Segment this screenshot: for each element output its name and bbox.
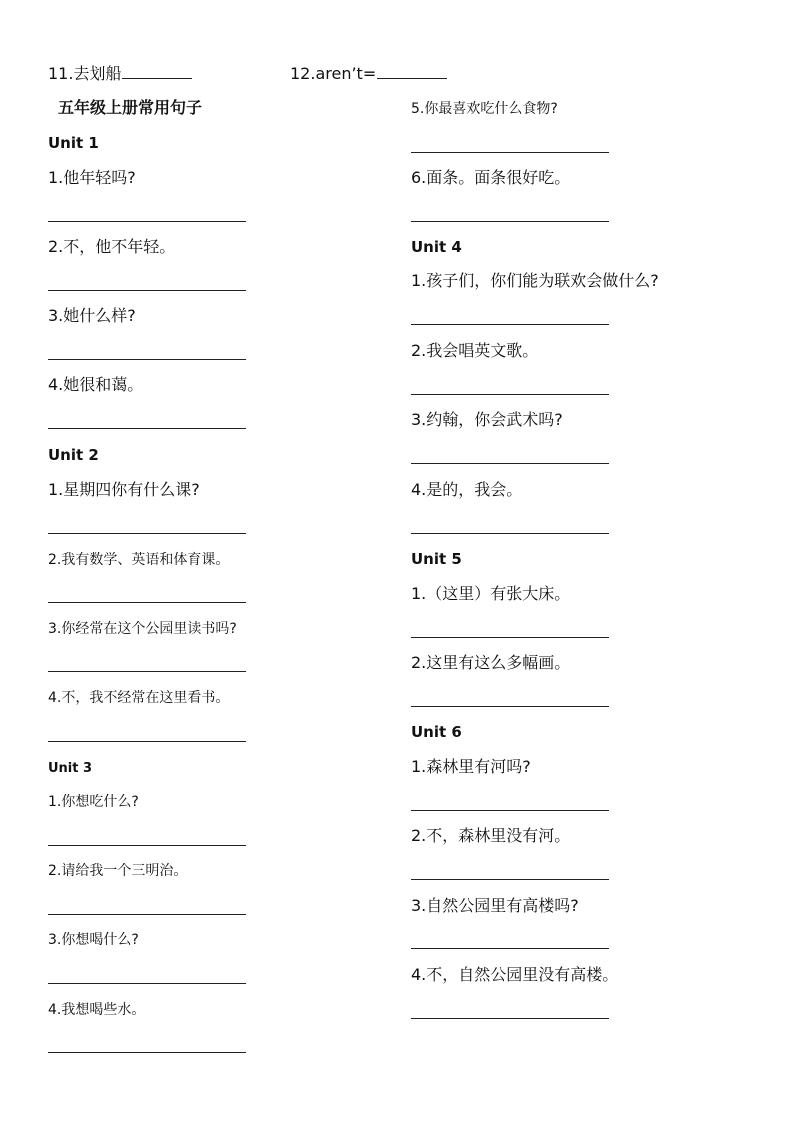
answer-line[interactable] — [411, 533, 609, 534]
answer-line[interactable] — [411, 1018, 609, 1019]
sentence: 6.面条。面条很好吃。 — [411, 168, 571, 187]
sentence: 2.不，森林里没有河。 — [411, 826, 571, 845]
unit-5-heading: Unit 5 — [411, 550, 462, 568]
sentence: 3.她什么样? — [48, 306, 136, 325]
answer-line[interactable] — [48, 983, 246, 984]
answer-line[interactable] — [411, 810, 609, 811]
answer-line[interactable] — [411, 706, 609, 707]
unit-4-heading: Unit 4 — [411, 238, 462, 256]
answer-line[interactable] — [48, 741, 246, 742]
answer-line[interactable] — [48, 1052, 246, 1053]
sentence: 3.约翰，你会武术吗? — [411, 410, 563, 429]
answer-line[interactable] — [48, 221, 246, 222]
answer-line[interactable] — [48, 533, 246, 534]
sentence: 1.孩子们，你们能为联欢会做什么? — [411, 271, 659, 290]
answer-line[interactable] — [411, 152, 609, 153]
sentence: 4.她很和蔼。 — [48, 375, 144, 394]
sentence: 5.你最喜欢吃什么食物? — [411, 101, 558, 117]
sentence: 1.（这里）有张大床。 — [411, 584, 571, 603]
page-title: 五年级上册常用句子 — [58, 98, 203, 117]
sentence: 1.他年轻吗? — [48, 168, 136, 187]
sentence: 1.星期四你有什么课? — [48, 480, 200, 499]
sentence: 2.我会唱英文歌。 — [411, 341, 539, 360]
answer-line[interactable] — [48, 428, 246, 429]
sentence: 3.你想喝什么? — [48, 932, 139, 948]
answer-blank[interactable] — [122, 64, 192, 79]
answer-line[interactable] — [411, 637, 609, 638]
answer-line[interactable] — [48, 359, 246, 360]
unit-3-heading: Unit 3 — [48, 761, 93, 776]
sentence: 2.请给我一个三明治。 — [48, 863, 188, 879]
answer-blank[interactable] — [377, 64, 447, 79]
header-item-11 — [48, 64, 192, 82]
answer-line[interactable] — [48, 845, 246, 846]
sentence: 1.森林里有河吗? — [411, 757, 531, 776]
answer-line[interactable] — [48, 290, 246, 291]
answer-line[interactable] — [48, 914, 246, 915]
answer-line[interactable] — [411, 324, 609, 325]
answer-line[interactable] — [411, 221, 609, 222]
answer-line[interactable] — [48, 671, 246, 672]
unit-6-heading: Unit 6 — [411, 723, 462, 741]
answer-line[interactable] — [411, 879, 609, 880]
answer-line[interactable] — [48, 602, 246, 603]
sentence: 3.你经常在这个公园里读书吗? — [48, 621, 237, 637]
sentence: 2.这里有这么多幅画。 — [411, 653, 571, 672]
sentence: 4.不，自然公园里没有高楼。 — [411, 965, 619, 984]
unit-1-heading: Unit 1 — [48, 134, 99, 152]
sentence: 2.我有数学、英语和体育课。 — [48, 552, 230, 568]
answer-line[interactable] — [411, 394, 609, 395]
item-12-text: 12.aren’t= — [290, 64, 377, 83]
item-11-text: 11.去划船 — [48, 64, 122, 83]
sentence: 4.是的，我会。 — [411, 480, 523, 499]
sentence: 3.自然公园里有高楼吗? — [411, 896, 579, 915]
sentence: 4.不，我不经常在这里看书。 — [48, 690, 230, 706]
answer-line[interactable] — [411, 948, 609, 949]
sentence: 1.你想吃什么? — [48, 794, 139, 810]
sentence: 4.我想喝些水。 — [48, 1002, 146, 1018]
answer-line[interactable] — [411, 463, 609, 464]
header-item-12 — [290, 64, 447, 82]
sentence: 2.不，他不年轻。 — [48, 237, 176, 256]
unit-2-heading: Unit 2 — [48, 446, 99, 464]
